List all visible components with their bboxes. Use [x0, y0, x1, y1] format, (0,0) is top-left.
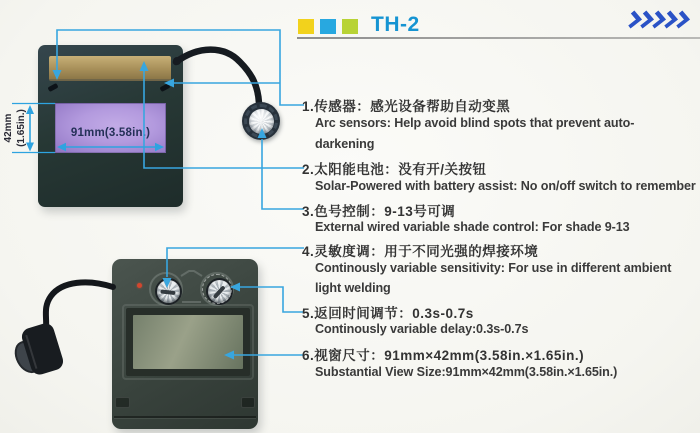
solar-panel-strip [49, 56, 171, 81]
page-title: TH-2 [371, 13, 420, 36]
accent-square-blue [320, 19, 336, 34]
control-cable-top [176, 50, 259, 103]
spec-4-en-2: light welding [315, 281, 391, 295]
spec-3-zh: 3.色号控制：9-13号可调 [302, 203, 456, 219]
spec-5-zh: 5.返回时间调节：0.3s-0.7s [302, 305, 474, 321]
case-seam-highlight [114, 418, 256, 419]
spec-2-en-1: Solar-Powered with battery assist: No on/off switch to remember [315, 179, 696, 193]
header-rule [297, 37, 700, 39]
spec-6-en-1: Substantial View Size:91mm×42mm(3.58in.×1.65in.) [315, 364, 618, 379]
spec-4-en-1: Continously variable sensitivity: For use in different ambient [315, 260, 672, 275]
indicator-led [137, 283, 142, 288]
spec-1-zh: 1.传感器：感光设备帮助自动变黑 [302, 99, 511, 114]
spec-3-en-1: External wired variable shade control: For shade 9-13 [315, 219, 630, 234]
embossed-mark-left [115, 397, 130, 408]
shade-control-knob [249, 109, 274, 134]
spec-5-en-1: Continously variable delay:0.3s-0.7s [315, 322, 529, 336]
accent-square-yellow [298, 19, 314, 34]
lcd-panel [133, 315, 243, 369]
callout-line-shade-knob [262, 139, 304, 209]
knob-barrel-back [11, 338, 45, 377]
spec-1-en-1: Arc sensors: Help avoid blind spots that prevent auto- [315, 116, 635, 130]
window-height-label: 42mm (1.65in.) [3, 109, 27, 147]
delay-knob-tick-ring [202, 274, 232, 304]
control-cable-bottom [46, 282, 113, 328]
spec-4-zh: 4.灵敏度调：用于不同光强的焊接环境 [302, 243, 539, 259]
sensitivity-knob [155, 278, 182, 305]
window-width-label: 91mm(3.58in.) [70, 127, 151, 139]
spec-1-en-2: darkening [315, 137, 375, 151]
knob-housing-highlight [26, 335, 36, 368]
accent-square-green [342, 19, 358, 34]
embossed-mark-right [241, 397, 255, 408]
spec-6-zh: 6.视窗尺寸：91mm×42mm(3.58in.×1.65in.) [302, 347, 585, 363]
viewing-window [55, 103, 166, 153]
chevron-right-icon [626, 10, 696, 30]
knob-housing-back [20, 321, 66, 377]
knob-slot [160, 289, 175, 294]
spec-2-zh: 2.太阳能电池：没有开/关按钮 [302, 162, 487, 177]
